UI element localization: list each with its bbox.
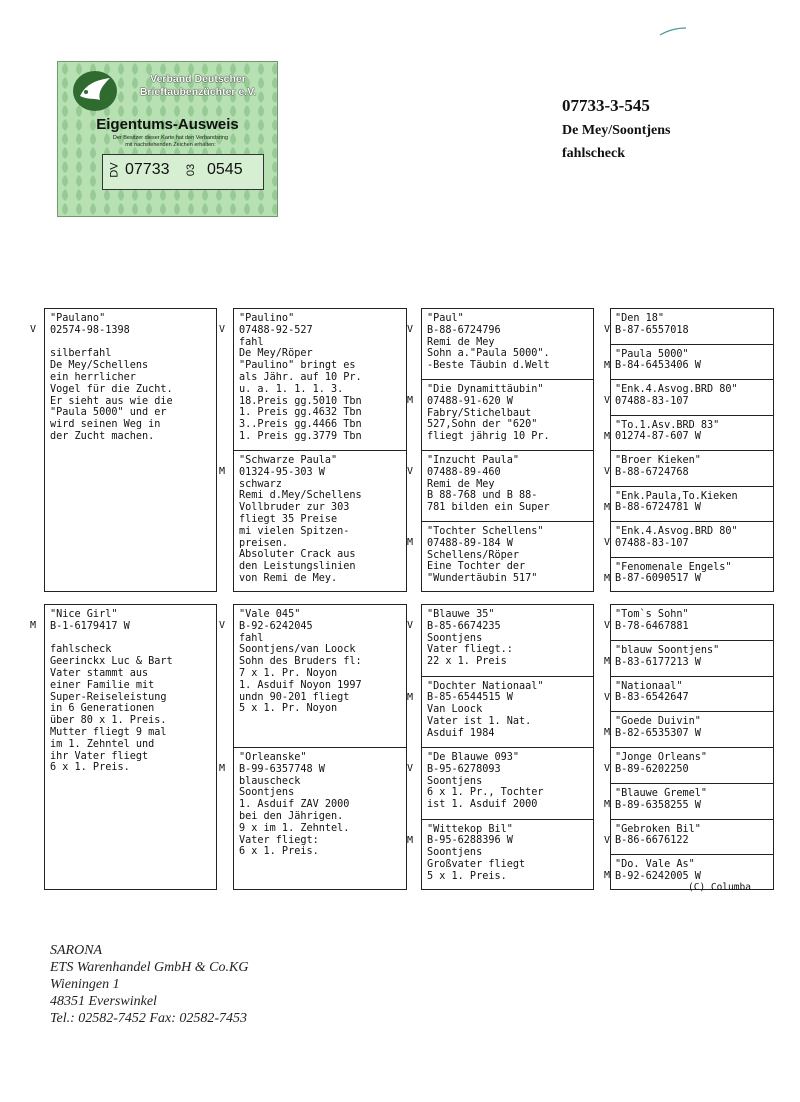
ancestor-bracket xyxy=(610,308,611,592)
ancestor-box xyxy=(610,308,774,345)
bird-ring: B-88-6724768 xyxy=(615,466,689,478)
bird-detail-line xyxy=(50,633,173,645)
bird-detail-line: 781 bilden ein Super xyxy=(427,502,550,514)
bird-name: "Blauwe Gremel" xyxy=(615,787,708,799)
bird-detail-line: B-1-6179417 W xyxy=(50,620,130,632)
ancestor-box xyxy=(610,344,774,381)
bird-detail-line: silberfahl xyxy=(50,348,112,360)
bird-name: "Goede Duivin" xyxy=(615,716,701,728)
sex-marker: V xyxy=(407,620,414,631)
sex-marker: M xyxy=(604,430,611,442)
bird-name: "Blauwe 35" xyxy=(427,609,495,620)
bird-detail-line: Asduif 1984 xyxy=(427,727,495,739)
bird-ring: 07488-83-107 xyxy=(615,537,689,549)
great-grandparent-box xyxy=(421,308,594,380)
bird-name: "Orleanske" xyxy=(239,752,307,763)
sex-marker: V xyxy=(219,324,226,335)
ancestor-box xyxy=(610,521,774,558)
bird-detail-line: Großvater fliegt xyxy=(427,858,526,870)
pen-stroke xyxy=(658,26,688,38)
bird-detail-line: "Wundertäubin 517" xyxy=(427,573,538,585)
bird-name: "Inzucht Paula" xyxy=(427,455,520,466)
footer-firm: ETS Warenhandel GmbH & Co.KG xyxy=(50,960,249,975)
ancestor-box xyxy=(610,450,774,487)
bird-detail-line: Remi de Mey xyxy=(427,478,495,490)
bird-name: "Paulano" xyxy=(50,313,106,324)
bird-ring: B-87-6557018 xyxy=(615,324,689,336)
ancestor-box xyxy=(610,379,774,416)
bird-detail-line: Remi d.Mey/Schellens xyxy=(239,490,362,502)
bird-ring: B-87-6090517 W xyxy=(615,573,701,585)
bird-detail-line: Geerinckx Luc & Bart xyxy=(50,656,173,668)
ancestor-box xyxy=(610,604,774,641)
footer-company: SARONA xyxy=(50,943,103,958)
footer-city: 48351 Everswinkel xyxy=(50,994,157,1009)
sex-marker: V xyxy=(604,395,611,406)
bird-detail-line: B-92-6242045 xyxy=(239,620,313,632)
bird-detail-line: Vogel für die Zucht. xyxy=(50,383,173,395)
bird-detail-line: einer Familie mit xyxy=(50,679,155,691)
bird-name: "Den 18" xyxy=(615,313,665,324)
sex-marker: V xyxy=(604,691,611,703)
bird-ring: B-82-6535307 W xyxy=(615,728,701,740)
bird-detail-line: 1. Asduif ZAV 2000 xyxy=(239,799,350,811)
ring-part-ring: 0545 xyxy=(207,161,243,178)
bird-detail-line: 5 x 1. Preis. xyxy=(427,870,507,882)
bird-detail-line: Vater stammt aus xyxy=(50,667,149,679)
bird-detail-line: B-99-6357748 W xyxy=(239,763,325,775)
sex-marker: M xyxy=(407,395,414,406)
bird-name: "Fenomenale Engels" xyxy=(615,561,732,573)
bird-name: "Enk.4.Asvog.BRD 80" xyxy=(615,384,738,395)
bird-name: "Tochter Schellens" xyxy=(427,526,544,537)
bird-name: "Wittekop Bil" xyxy=(427,823,513,835)
bird-ring: B-78-6467881 xyxy=(615,620,689,632)
bird-detail-line: 07488-91-620 W xyxy=(427,395,513,407)
sex-marker: M xyxy=(604,727,611,739)
bird-detail-line: Schellens/Röper xyxy=(427,549,520,561)
bird-detail-line: 02574-98-1398 xyxy=(50,324,130,336)
bird-ring: B-89-6202250 xyxy=(615,763,689,775)
bird-name: "Schwarze Paula" xyxy=(239,455,338,466)
sex-marker: V xyxy=(604,763,611,774)
ring-part-number: 07733 xyxy=(125,161,170,178)
ancestor-box xyxy=(610,819,774,856)
bird-detail-line: Sohn des Bruders fl: xyxy=(239,656,362,668)
footer-street: Wieningen 1 xyxy=(50,977,120,992)
card-note: Der Besitzer dieser Karte hat den Verbandsring mit nachstehenden Zeichen erhalten: xyxy=(112,135,229,148)
ancestor-box xyxy=(610,557,774,593)
bird-name: "Vale 045" xyxy=(239,609,301,620)
bird-detail-line: 9 x im 1. Zehntel. xyxy=(239,822,350,834)
bird-name: "Die Dynamittäubin" xyxy=(427,384,544,395)
great-grandparent-box xyxy=(421,819,594,891)
bird-detail-line: von Remi de Mey. xyxy=(239,572,338,584)
bird-detail-line: B-95-6278093 xyxy=(427,763,501,775)
ancestor-box xyxy=(610,640,774,677)
bird-detail-line: 01324-95-303 W xyxy=(239,466,325,478)
bird-detail-line: B-88-6724796 xyxy=(427,324,501,336)
bird-detail-line: fliegt 35 Preise xyxy=(239,513,338,525)
bird-detail-line: im 1. Zehntel und xyxy=(50,738,155,750)
bird-detail-line: 6 x 1. Pr., Tochter xyxy=(427,787,544,799)
sex-marker: V xyxy=(407,466,414,477)
bird-detail-line: mi vielen Spitzen- xyxy=(239,525,350,537)
bird-name: "Enk.4.Asvog.BRD 80" xyxy=(615,526,738,537)
ring-part-year: 03 xyxy=(185,163,198,177)
bird-detail-line: De Mey/Schellens xyxy=(50,360,149,372)
bird-ring: 01274-87-607 W xyxy=(615,431,701,443)
bird-detail-line: fahl xyxy=(239,632,264,644)
bird-detail-line: fliegt jährig 10 Pr. xyxy=(427,431,550,443)
bird-detail-line: über 80 x 1. Preis. xyxy=(50,715,167,727)
bird-detail-line: fahlscheck xyxy=(50,644,112,656)
sex-marker: M xyxy=(604,798,611,810)
bird-detail-line xyxy=(50,337,173,349)
bird-detail-line: u. a. 1. 1. 1. 3. xyxy=(239,383,344,395)
bird-name: "Do. Vale As" xyxy=(615,859,695,871)
bird-name: "Tom`s Sohn" xyxy=(615,609,689,620)
bird-detail-line: 527,Sohn der "620" xyxy=(427,419,538,431)
great-grandparent-box xyxy=(421,450,594,522)
sex-marker: V xyxy=(407,763,414,774)
grandparent-box xyxy=(233,308,407,451)
bird-detail-line: fahl xyxy=(239,336,264,348)
bird-detail-line: Vollbruder zur 303 xyxy=(239,502,350,514)
bird-detail-line: B-85-6674235 xyxy=(427,620,501,632)
bird-detail-line: Eine Tochter der xyxy=(427,561,526,573)
bird-detail-line: Fabry/Stichelbaut xyxy=(427,407,532,419)
bird-detail-line: Mutter fliegt 9 mal xyxy=(50,726,167,738)
bird-detail-line: 18.Preis gg.5010 Tbn xyxy=(239,395,362,407)
bird-detail-line: De Mey/Röper xyxy=(239,348,313,360)
sex-marker: M xyxy=(407,691,414,703)
great-grandparent-box xyxy=(421,604,594,677)
bird-detail-line: Soontjens xyxy=(239,787,295,799)
great-grandparent-box xyxy=(421,676,594,749)
ring-prefix: DV xyxy=(108,162,121,178)
sex-marker: M xyxy=(604,572,611,584)
sex-marker: V xyxy=(604,834,611,846)
bird-ring: B-89-6358255 W xyxy=(615,799,701,811)
bird-detail-line: B-95-6288396 W xyxy=(427,835,513,847)
sex-marker: V xyxy=(219,620,226,631)
bird-detail-line: 6 x 1. Preis. xyxy=(239,846,319,858)
bird-ring: B-86-6676122 xyxy=(615,835,689,847)
bird-detail-line: Van Loock xyxy=(427,704,483,716)
sex-marker: M xyxy=(219,466,226,477)
bird-detail-line: Soontjens/van Loock xyxy=(239,644,356,656)
ring-number-field xyxy=(102,154,264,190)
bird-name: "Paul" xyxy=(427,313,464,324)
ancestor-box xyxy=(610,783,774,820)
bird-ring: B-88-6724781 W xyxy=(615,502,701,514)
bird-detail-line: bei den Jährigen. xyxy=(239,810,344,822)
header-color: fahlscheck xyxy=(562,146,625,161)
bird-detail-line: undn 90-201 fliegt xyxy=(239,691,350,703)
header-ring-number: 07733-3-545 xyxy=(562,96,650,115)
footer-phone: Tel.: 02582-7452 Fax: 02582-7453 xyxy=(50,1011,248,1026)
sex-marker: V xyxy=(604,466,611,477)
parent-box xyxy=(44,604,217,890)
bird-detail-line: Super-Reiseleistung xyxy=(50,691,167,703)
bird-detail-line: 22 x 1. Preis xyxy=(427,656,507,668)
bird-detail-line: -Beste Täubin d.Welt xyxy=(427,360,550,372)
card-title: Eigentums-Ausweis xyxy=(96,116,239,133)
bird-detail-line: in 6 Generationen xyxy=(50,703,155,715)
bird-name: "Nice Girl" xyxy=(50,609,118,620)
ancestor-box xyxy=(610,747,774,784)
bird-detail-line: als Jähr. auf 10 Pr. xyxy=(239,371,362,383)
bird-ring: B-83-6177213 W xyxy=(615,656,701,668)
bird-detail-line: Sohn a."Paula 5000". xyxy=(427,348,550,360)
association-name: Verband Deutscher Brieftaubenzüchter e.V. xyxy=(139,73,257,98)
parent-box xyxy=(44,308,217,592)
sex-marker: M xyxy=(604,501,611,513)
sex-marker: M xyxy=(407,537,414,548)
bird-detail-line: Absoluter Crack aus xyxy=(239,549,356,561)
bird-detail-line: 07488-89-460 xyxy=(427,466,501,478)
great-grandparent-box xyxy=(421,521,594,592)
bird-name: "De Blauwe 093" xyxy=(427,752,520,763)
bird-name: "Enk.Paula,To.Kieken xyxy=(615,490,738,502)
ownership-card xyxy=(57,61,278,217)
bird-detail-line: Vater ist 1. Nat. xyxy=(427,715,532,727)
grandparent-box xyxy=(233,747,407,890)
bird-detail-line: B 88-768 und B 88- xyxy=(427,490,538,502)
bird-name: "Broer Kieken" xyxy=(615,455,701,466)
bird-detail-line: Vater fliegt.: xyxy=(427,644,513,656)
bird-name: "Paula 5000" xyxy=(615,348,689,360)
sex-marker: V xyxy=(30,324,37,335)
sex-marker: V xyxy=(604,620,611,631)
sex-marker: M xyxy=(604,655,611,667)
sex-marker: V xyxy=(604,537,611,548)
bird-ring: B-92-6242005 W xyxy=(615,871,701,883)
sex-marker: M xyxy=(604,359,611,371)
bird-detail-line: Remi de Mey xyxy=(427,336,495,348)
sex-marker: M xyxy=(604,870,611,882)
bird-ring: B-84-6453406 W xyxy=(615,360,701,372)
bird-detail-line: wird seinen Weg in xyxy=(50,419,161,431)
great-grandparent-box xyxy=(421,379,594,451)
bird-detail-line: 3..Preis gg.4466 Tbn xyxy=(239,419,362,431)
ancestor-bracket xyxy=(610,604,611,890)
bird-name: "Nationaal" xyxy=(615,680,683,692)
bird-detail-line: 07488-89-184 W xyxy=(427,537,513,549)
grandparent-box xyxy=(233,450,407,592)
bird-detail-line: 1. Asduif Noyon 1997 xyxy=(239,679,362,691)
header-breeder: De Mey/Soontjens xyxy=(562,123,671,138)
bird-detail-line: schwarz xyxy=(239,478,282,490)
bird-detail-line: 1. Preis gg.3779 Tbn xyxy=(239,430,362,442)
ancestor-box xyxy=(610,711,774,748)
pigeon-logo-icon xyxy=(72,70,118,112)
sex-marker: M xyxy=(219,763,226,774)
bird-detail-line: den Leistungslinien xyxy=(239,561,356,573)
bird-detail-line: blauscheck xyxy=(239,775,301,787)
bird-detail-line: 07488-92-527 xyxy=(239,324,313,336)
grandparent-box xyxy=(233,604,407,748)
bird-ring: B-83-6542647 xyxy=(615,692,689,704)
great-grandparent-box xyxy=(421,747,594,820)
bird-name: "blauw Soontjens" xyxy=(615,644,720,656)
bird-detail-line: Vater fliegt: xyxy=(239,834,319,846)
bird-detail-line: 6 x 1. Preis. xyxy=(50,762,130,774)
bird-detail-line: Er sieht aus wie die xyxy=(50,395,173,407)
ancestor-box xyxy=(610,415,774,452)
bird-ring: 07488-83-107 xyxy=(615,395,689,407)
bird-detail-line: Soontjens xyxy=(427,847,483,859)
bird-detail-line: B-85-6544515 W xyxy=(427,692,513,704)
bird-detail-line: ihr Vater fliegt xyxy=(50,750,149,762)
bird-name: "Gebroken Bil" xyxy=(615,823,701,835)
bird-detail-line: Soontjens xyxy=(427,775,483,787)
ancestor-box xyxy=(610,486,774,523)
bird-detail-line: Soontjens xyxy=(427,632,483,644)
bird-name: "To.1.Asv.BRD 83" xyxy=(615,419,720,431)
bird-detail-line: 7 x 1. Pr. Noyon xyxy=(239,667,338,679)
sex-marker: M xyxy=(30,620,37,631)
bird-detail-line: der Zucht machen. xyxy=(50,430,155,442)
bird-detail-line: 5 x 1. Pr. Noyon xyxy=(239,703,338,715)
bird-detail-line: "Paula 5000" und er xyxy=(50,407,167,419)
sex-marker: V xyxy=(604,324,611,335)
bird-name: "Paulino" xyxy=(239,313,295,324)
sex-marker: V xyxy=(407,324,414,335)
footer-address xyxy=(50,942,248,1027)
bird-detail-line: "Paulino" bringt es xyxy=(239,360,356,372)
bird-detail-line: 1. Preis gg.4632 Tbn xyxy=(239,407,362,419)
bird-detail-line: ein herrlicher xyxy=(50,371,136,383)
bird-name: "Dochter Nationaal" xyxy=(427,680,544,692)
bird-name: "Jonge Orleans" xyxy=(615,752,708,763)
bird-detail-line: preisen. xyxy=(239,537,289,549)
bird-detail-line: ist 1. Asduif 2000 xyxy=(427,799,538,811)
sex-marker: M xyxy=(407,834,414,846)
copyright: (C) Columba xyxy=(688,882,751,893)
ancestor-box xyxy=(610,676,774,713)
